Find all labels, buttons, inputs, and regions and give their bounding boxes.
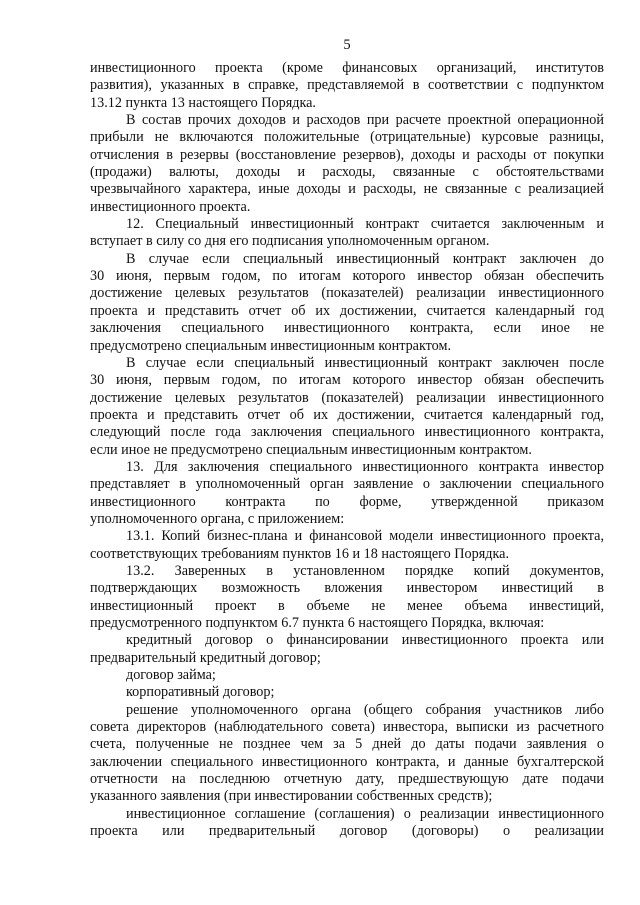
- text-line: если иное не предусмотрено специальным инвестиционным контрактом.: [90, 441, 532, 458]
- paragraph: [90, 563, 604, 632]
- text-line: инвестиционного контракта по форме, утвержденной приказом: [90, 493, 604, 510]
- text-line: 13.12 пункта 13 настоящего Порядка.: [90, 94, 316, 111]
- text-line: инвестиционное соглашение (соглашения) о реализации инвестиционного: [126, 805, 604, 822]
- paragraph: [90, 60, 604, 112]
- text-line: указанного заявления (при инвестировании собственных средств);: [90, 788, 493, 805]
- paragraph: [90, 112, 604, 216]
- text-line: решение уполномоченного органа (общего собрания участников либо: [126, 701, 604, 718]
- text-line: заключения специального инвестиционного контракта, если иное не: [90, 320, 604, 337]
- text-line: представляет в уполномоченный орган заявление о заключении специального: [90, 476, 604, 493]
- paragraph: [90, 806, 604, 841]
- text-line: инвестиционного проекта (кроме финансовых организаций, институтов: [90, 60, 604, 76]
- text-line: проекта и представить отчет об их достижении, считается календарный год: [90, 302, 604, 319]
- text-line: счета, полученные не позднее чем за 5 дней до даты подачи заявления о: [90, 736, 604, 753]
- text-line: подтверждающих возможность вложения инвестором инвестиций в: [90, 580, 604, 597]
- text-line: 30 июня, первым годом, по итогам которого инвестор обязан обеспечить: [90, 268, 604, 285]
- text-line: договор займа;: [126, 667, 216, 684]
- text-line: В случае если специальный инвестиционный контракт заключен до: [126, 250, 604, 267]
- text-line: проекта или предварительный договор (договоры) о реализации: [90, 823, 604, 840]
- text-line: предусмотрено специальным инвестиционным контрактом.: [90, 337, 452, 354]
- paragraph: [90, 251, 604, 355]
- paragraph: [90, 528, 604, 563]
- document-body: [90, 60, 604, 840]
- paragraph: [90, 216, 604, 251]
- text-line: 30 июня, первым годом, по итогам которого инвестор обязан обеспечить: [90, 372, 604, 389]
- text-line: 13. Для заключения специального инвестиционного контракта инвестор: [126, 458, 604, 475]
- text-line: прибыли не включаются положительные (отрицательные) курсовые разницы,: [90, 129, 604, 146]
- text-line: предусмотренного подпунктом 6.7 пункта 6 настоящего Порядка, включая:: [90, 615, 545, 631]
- paragraph: [90, 702, 604, 806]
- text-line: 13.1. Копий бизнес-плана и финансовой модели инвестиционного проекта,: [126, 528, 604, 545]
- text-line: проекта и представить отчет об их достижении, считается календарный год,: [90, 406, 604, 423]
- text-line: отчетности на последнюю отчетную дату, предшествующую дате подачи: [90, 771, 604, 788]
- text-line: вступает в силу со дня его подписания уполномоченным органом.: [90, 233, 490, 250]
- paragraph: [90, 459, 604, 528]
- page-number: 5: [343, 37, 351, 53]
- document-page: [90, 36, 604, 840]
- paragraph: [90, 355, 604, 459]
- text-line: уполномоченного органа, с приложением:: [90, 510, 345, 527]
- text-line: корпоративный договор;: [126, 684, 275, 701]
- text-line: совета директоров (наблюдательного совета) инвестора, выписки из расчетного: [90, 719, 604, 736]
- text-line: предварительный кредитный договор;: [90, 649, 321, 666]
- text-line: 13.2. Заверенных в установленном порядке копий документов,: [126, 562, 604, 579]
- text-line: отчисления в резервы (восстановление резервов), доходы и расходы от покупки: [90, 146, 604, 163]
- paragraph: [90, 632, 604, 667]
- text-line: кредитный договор о финансировании инвестиционного проекта или: [126, 632, 604, 649]
- text-line: заключении специального инвестиционного контракта, и данные бухгалтерской: [90, 753, 604, 770]
- text-line: чрезвычайного характера, иные доходы и расходы, не связанные с реализацией: [90, 181, 604, 198]
- text-line: достижение целевых результатов (показателей) реализации инвестиционного: [90, 285, 604, 302]
- text-line: соответствующих требованиям пунктов 16 и 18 настоящего Порядка.: [90, 545, 509, 562]
- text-line: инвестиционный проект в объеме не менее объема инвестиций,: [90, 597, 604, 614]
- text-line: В случае если специальный инвестиционный контракт заключен после: [126, 354, 604, 371]
- text-line: В состав прочих доходов и расходов при расчете проектной операционной: [126, 112, 604, 129]
- paragraph: [90, 684, 604, 701]
- text-line: (продажи) валюты, доходы и расходы, связанные с обстоятельствами: [90, 164, 604, 181]
- paragraph: [90, 667, 604, 684]
- text-line: 12. Специальный инвестиционный контракт считается заключенным и: [126, 216, 604, 233]
- text-line: следующий после года заключения специального инвестиционного контракта,: [90, 424, 604, 441]
- text-line: инвестиционного проекта.: [90, 198, 251, 215]
- text-line: достижение целевых результатов (показателей) реализации инвестиционного: [90, 389, 604, 406]
- text-line: развития), указанных в справке, представляемой в соответствии с подпунктом: [90, 77, 604, 94]
